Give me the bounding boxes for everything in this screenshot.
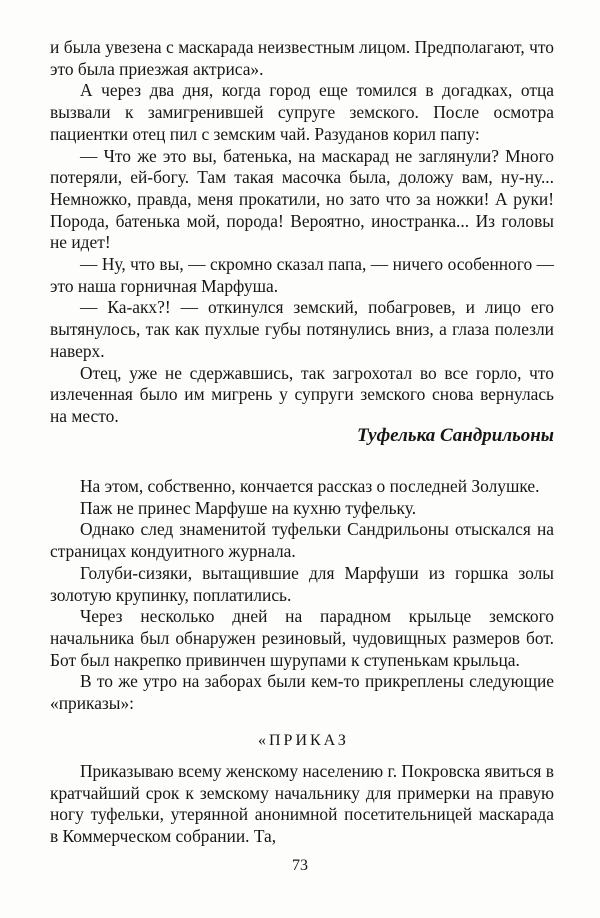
paragraph: Голуби-сизяки, вытащившие для Марфуши из горшка золы золотую крупинку, поплатились. <box>50 562 554 605</box>
paragraph: Однако след знаменитой туфельки Сандрильоны отыскался на страницах кондуитного журнала. <box>50 519 554 562</box>
paragraph: — Ну, что вы, — скромно сказал папа, — ничего особенного — это наша горничная Марфуша. <box>50 254 554 296</box>
text-block-middle <box>50 476 554 715</box>
page-number: 73 <box>292 857 308 874</box>
section-heading: Туфелька Сандрильоны <box>357 425 554 446</box>
text-block-bottom <box>50 761 554 848</box>
paragraph: — Что же это вы, батенька, на маскарад не заглянули? Много потеряли, ей-богу. Там такая масочка была, доложу вам, ну-ну... Немножко, правда, меня прокатили, но зато что за ножки! А руки! Порода, батенька мой, порода! Вероятно, иностранка... Из головы не идет! <box>50 145 554 253</box>
order-title: «ПРИКАЗ <box>258 732 349 749</box>
paragraph: Отец, уже не сдержавшись, так загрохотал во все горло, что излеченная было им мигрень у супруги земского снова вернулась на место. <box>50 362 554 426</box>
paragraph: Паж не принес Марфуше на кухню туфельку. <box>80 497 417 518</box>
paragraph: Через несколько дней на парадном крыльце земского начальника был обнаружен резиновый, чудовищных размеров бот. Бот был накрепко привинчен шурупами к ступенькам крыльца. <box>50 606 554 670</box>
text-block-top <box>50 37 554 428</box>
paragraph: Приказываю всему женскому населению г. Покровска явиться в кратчайший срок к земскому начальнику для примерки на правую ногу туфельки, утерянной анонимной посетительницей маскарада в Коммерческом собрании. Та, <box>50 761 554 847</box>
paragraph: А через два дня, когда город еще томился в догадках, отца вызвали к замигренившей супруге земского. После осмотра пациентки отец пил с земским чай. Разуданов корил папу: <box>50 80 554 144</box>
paragraph: На этом, собственно, кончается рассказ о последней Золушке. <box>80 476 540 496</box>
paragraph: — Ка-акх?! — откинулся земский, побагровев, и лицо его вытянулось, так как пухлые губы потянулись вниз, а глаза полезли наверх. <box>50 297 554 361</box>
paragraph: и была увезена с маскарада неизвестным лицом. Предполагают, что это была приезжая актриса». <box>50 37 554 79</box>
paragraph: В то же утро на заборах были кем-то прикреплены следующие «приказы»: <box>50 671 554 714</box>
